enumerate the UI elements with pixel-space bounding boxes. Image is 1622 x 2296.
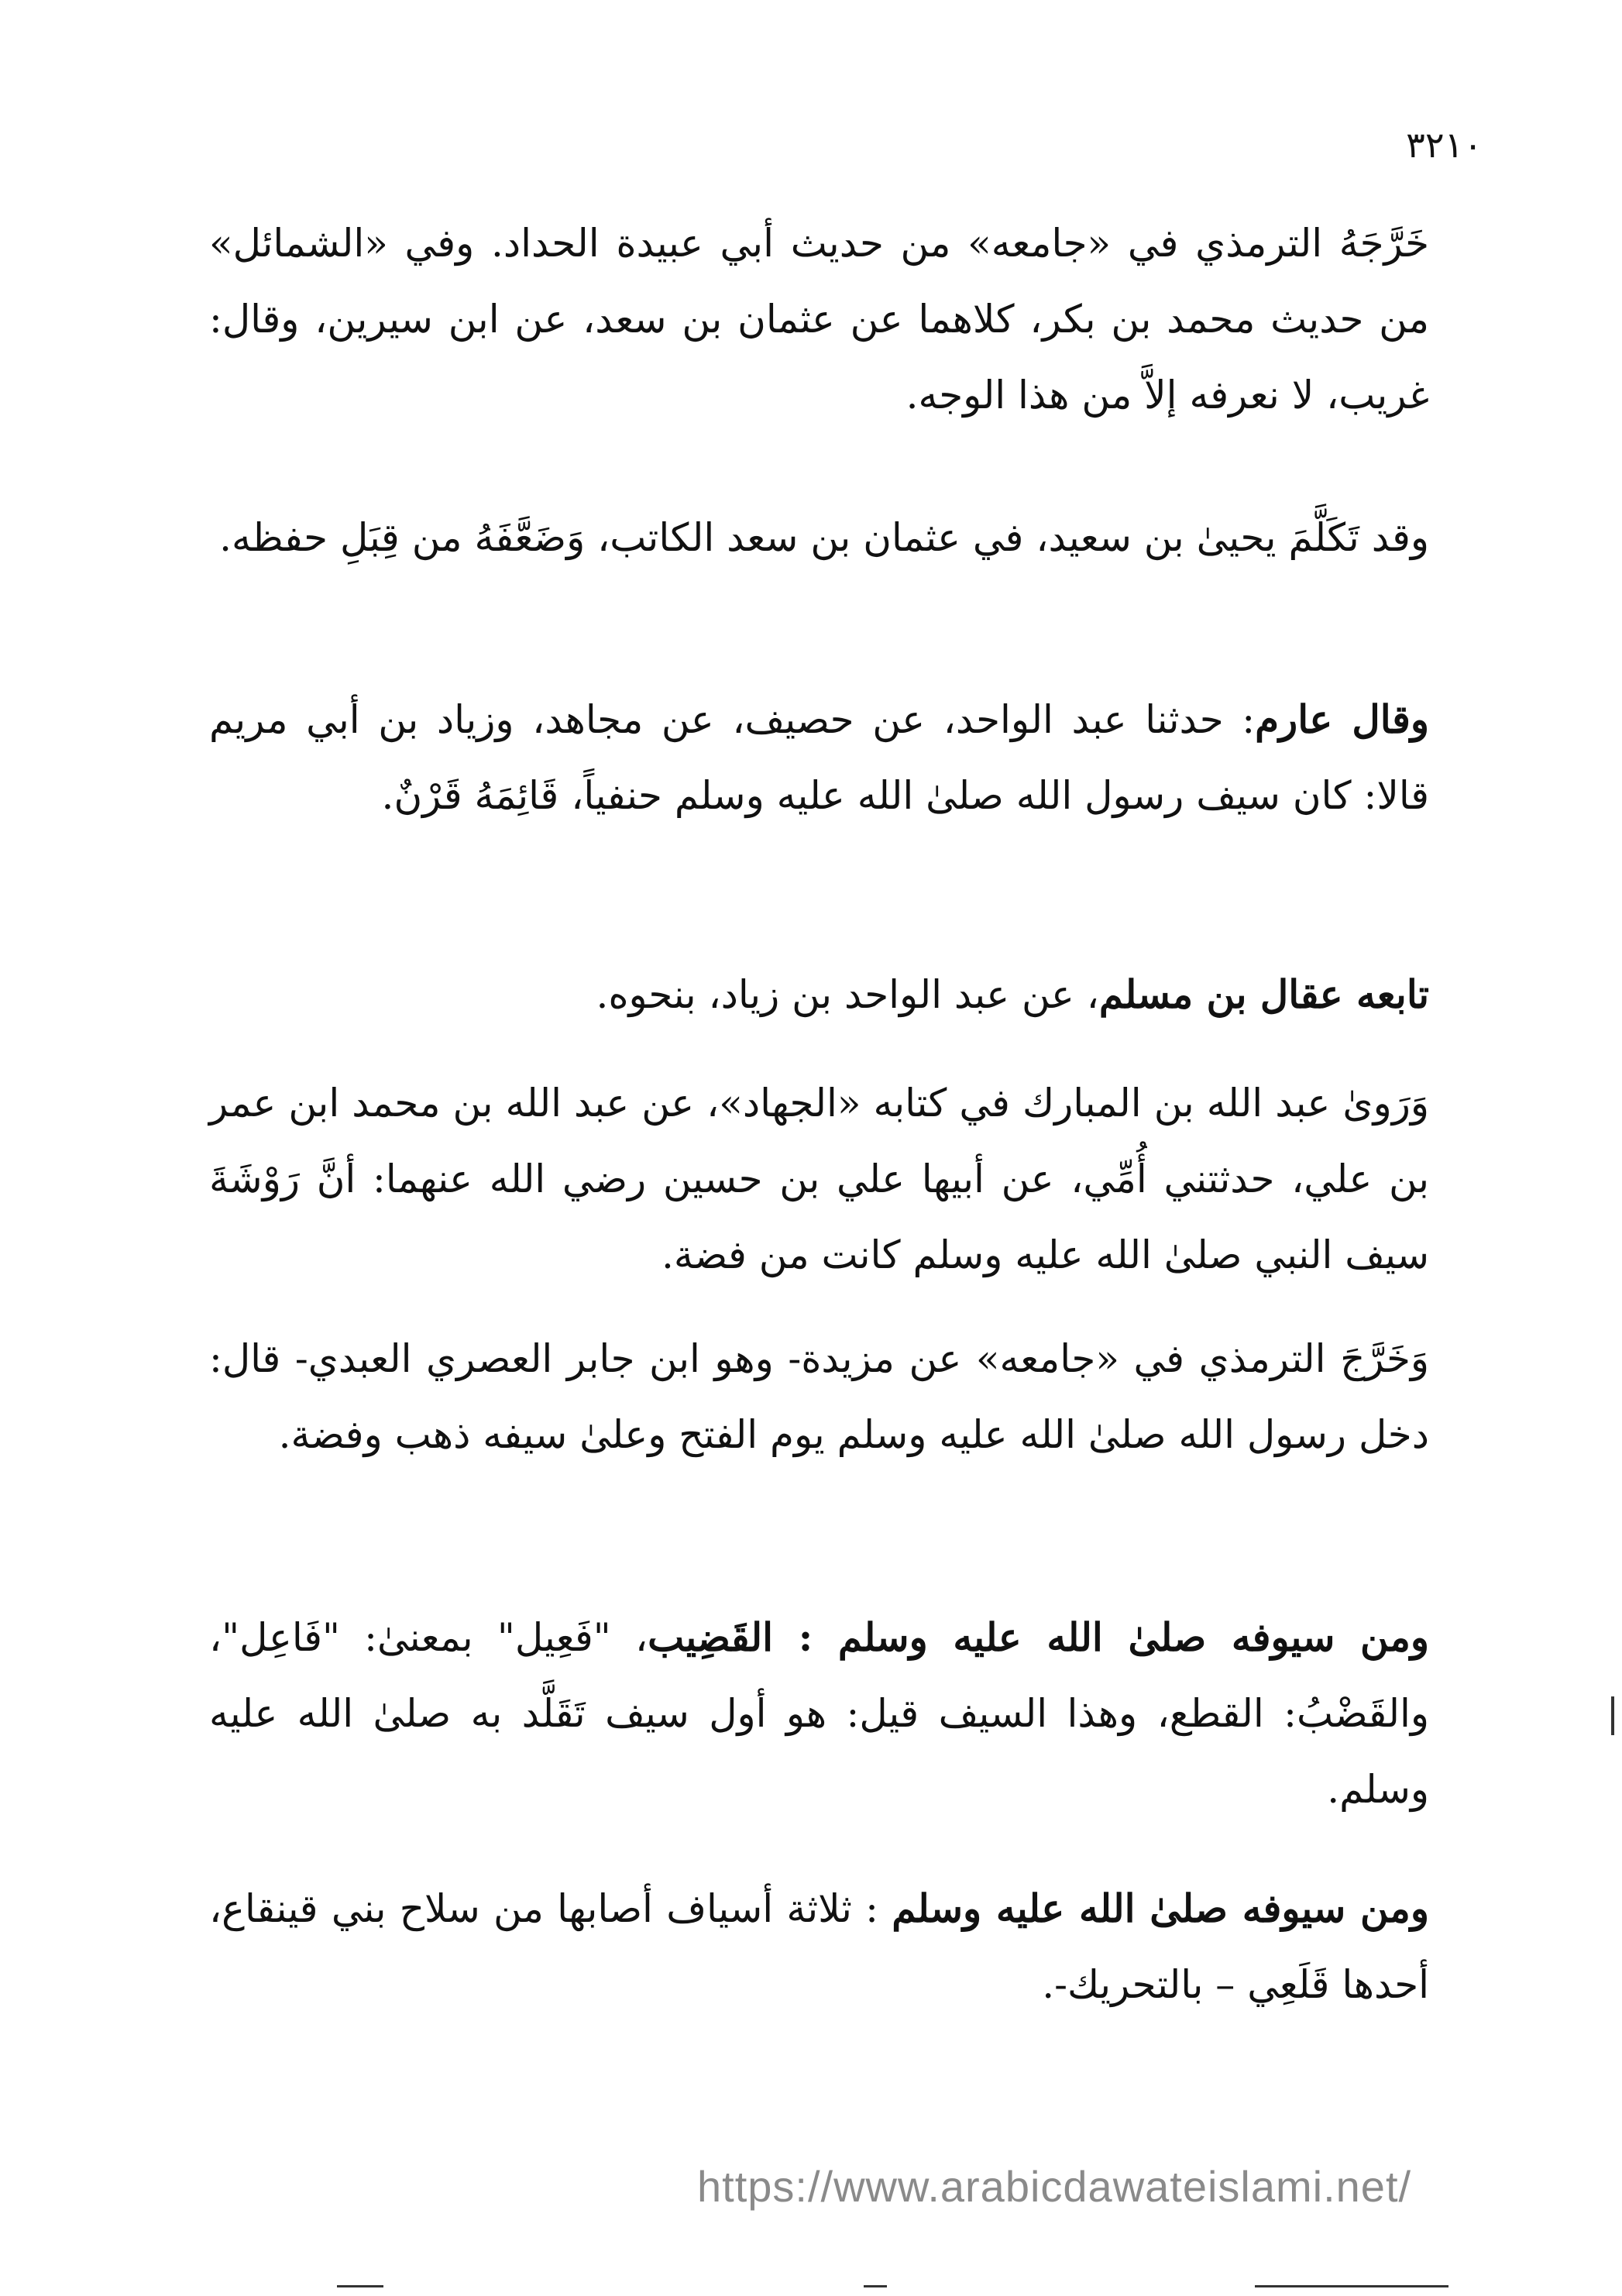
paragraph-3 bbox=[209, 682, 1429, 834]
paragraph-5 bbox=[209, 1065, 1429, 1293]
paragraph-text: وَرَوىٰ عبد الله بن المبارك في كتابه «الجهاد»، عن عبد الله بن محمد ابن عمر بن علي، حدثتني أُمِّي، عن أبيها علي بن حسين رضي الله عنهما: أنَّ رَوْشَةَ سيف النبي صلىٰ الله عليه وسلم كانت من فضة. bbox=[209, 1081, 1430, 1277]
footer-rule-right bbox=[1255, 2285, 1448, 2287]
page-number: ٣٢١٠ bbox=[1406, 124, 1483, 166]
paragraph-2 bbox=[209, 500, 1429, 576]
footer-rule-center bbox=[864, 2285, 887, 2287]
paragraph-8 bbox=[209, 1871, 1429, 2023]
paragraph-text: : ثلاثة أسياف أصابها من سلاح بني قينقاع، أحدها قَلَعِي – بالتحريك-. bbox=[209, 1886, 1429, 2007]
watermark-link[interactable]: https://www.arabicdawateislami.net/ bbox=[697, 2162, 1412, 2211]
paragraph-text: خَرَّجَهُ الترمذي في «جامعه» من حديث أبي عبيدة الحداد. وفي «الشمائل» من حديث محمد بن بكر، كلاهما عن عثمان بن سعد، عن ابن سيرين، وقال: غريب، لا نعرفه إلاَّ من هذا الوجه. bbox=[209, 221, 1429, 418]
paragraph-text: ، "فَعِيل" بمعنىٰ: "فَاعِل"، والقَضْبُ: القطع، وهذا السيف قيل: هو أول سيف تَقَلَّد به صلىٰ الله عليه وسلم. bbox=[209, 1615, 1429, 1812]
paragraph-lead: وقال عارم bbox=[1255, 696, 1429, 742]
paragraph-text: : حدثنا عبد الواحد، عن حصيف، عن مجاهد، وزياد بن أبي مريم قالا: كان سيف رسول الله صلىٰ الله عليه وسلم حنفياً، قَائِمَهُ قَرْنٌ. bbox=[209, 697, 1429, 818]
margin-mark bbox=[1611, 1696, 1614, 1735]
footer-rule-left bbox=[337, 2285, 383, 2287]
paragraph-1 bbox=[209, 205, 1429, 433]
paragraph-6 bbox=[209, 1321, 1429, 1473]
paragraph-7 bbox=[209, 1600, 1429, 1827]
paragraph-text: وَخَرَّجَ الترمذي في «جامعه» عن مزيدة- وهو ابن جابر العصري العبدي- قال: دخل رسول الله صلىٰ الله عليه وسلم يوم الفتح وعلىٰ سيفه ذهب وفضة. bbox=[209, 1336, 1429, 1457]
paragraph-4 bbox=[209, 957, 1429, 1033]
paragraph-lead: تابعه عقال بن مسلم bbox=[1098, 971, 1429, 1017]
paragraph-text: وقد تَكَلَّمَ يحيىٰ بن سعيد، في عثمان بن سعد الكاتب، وَضَعَّفَهُ من قِبَلِ حفظه. bbox=[219, 515, 1429, 560]
paragraph-lead: ومن سيوفه صلىٰ الله عليه وسلم bbox=[892, 1885, 1429, 1931]
paragraph-text: ، عن عبد الواحد بن زياد، بنحوه. bbox=[596, 972, 1099, 1017]
paragraph-lead: ومن سيوفه صلىٰ الله عليه وسلم : القَضِيب bbox=[648, 1614, 1429, 1660]
